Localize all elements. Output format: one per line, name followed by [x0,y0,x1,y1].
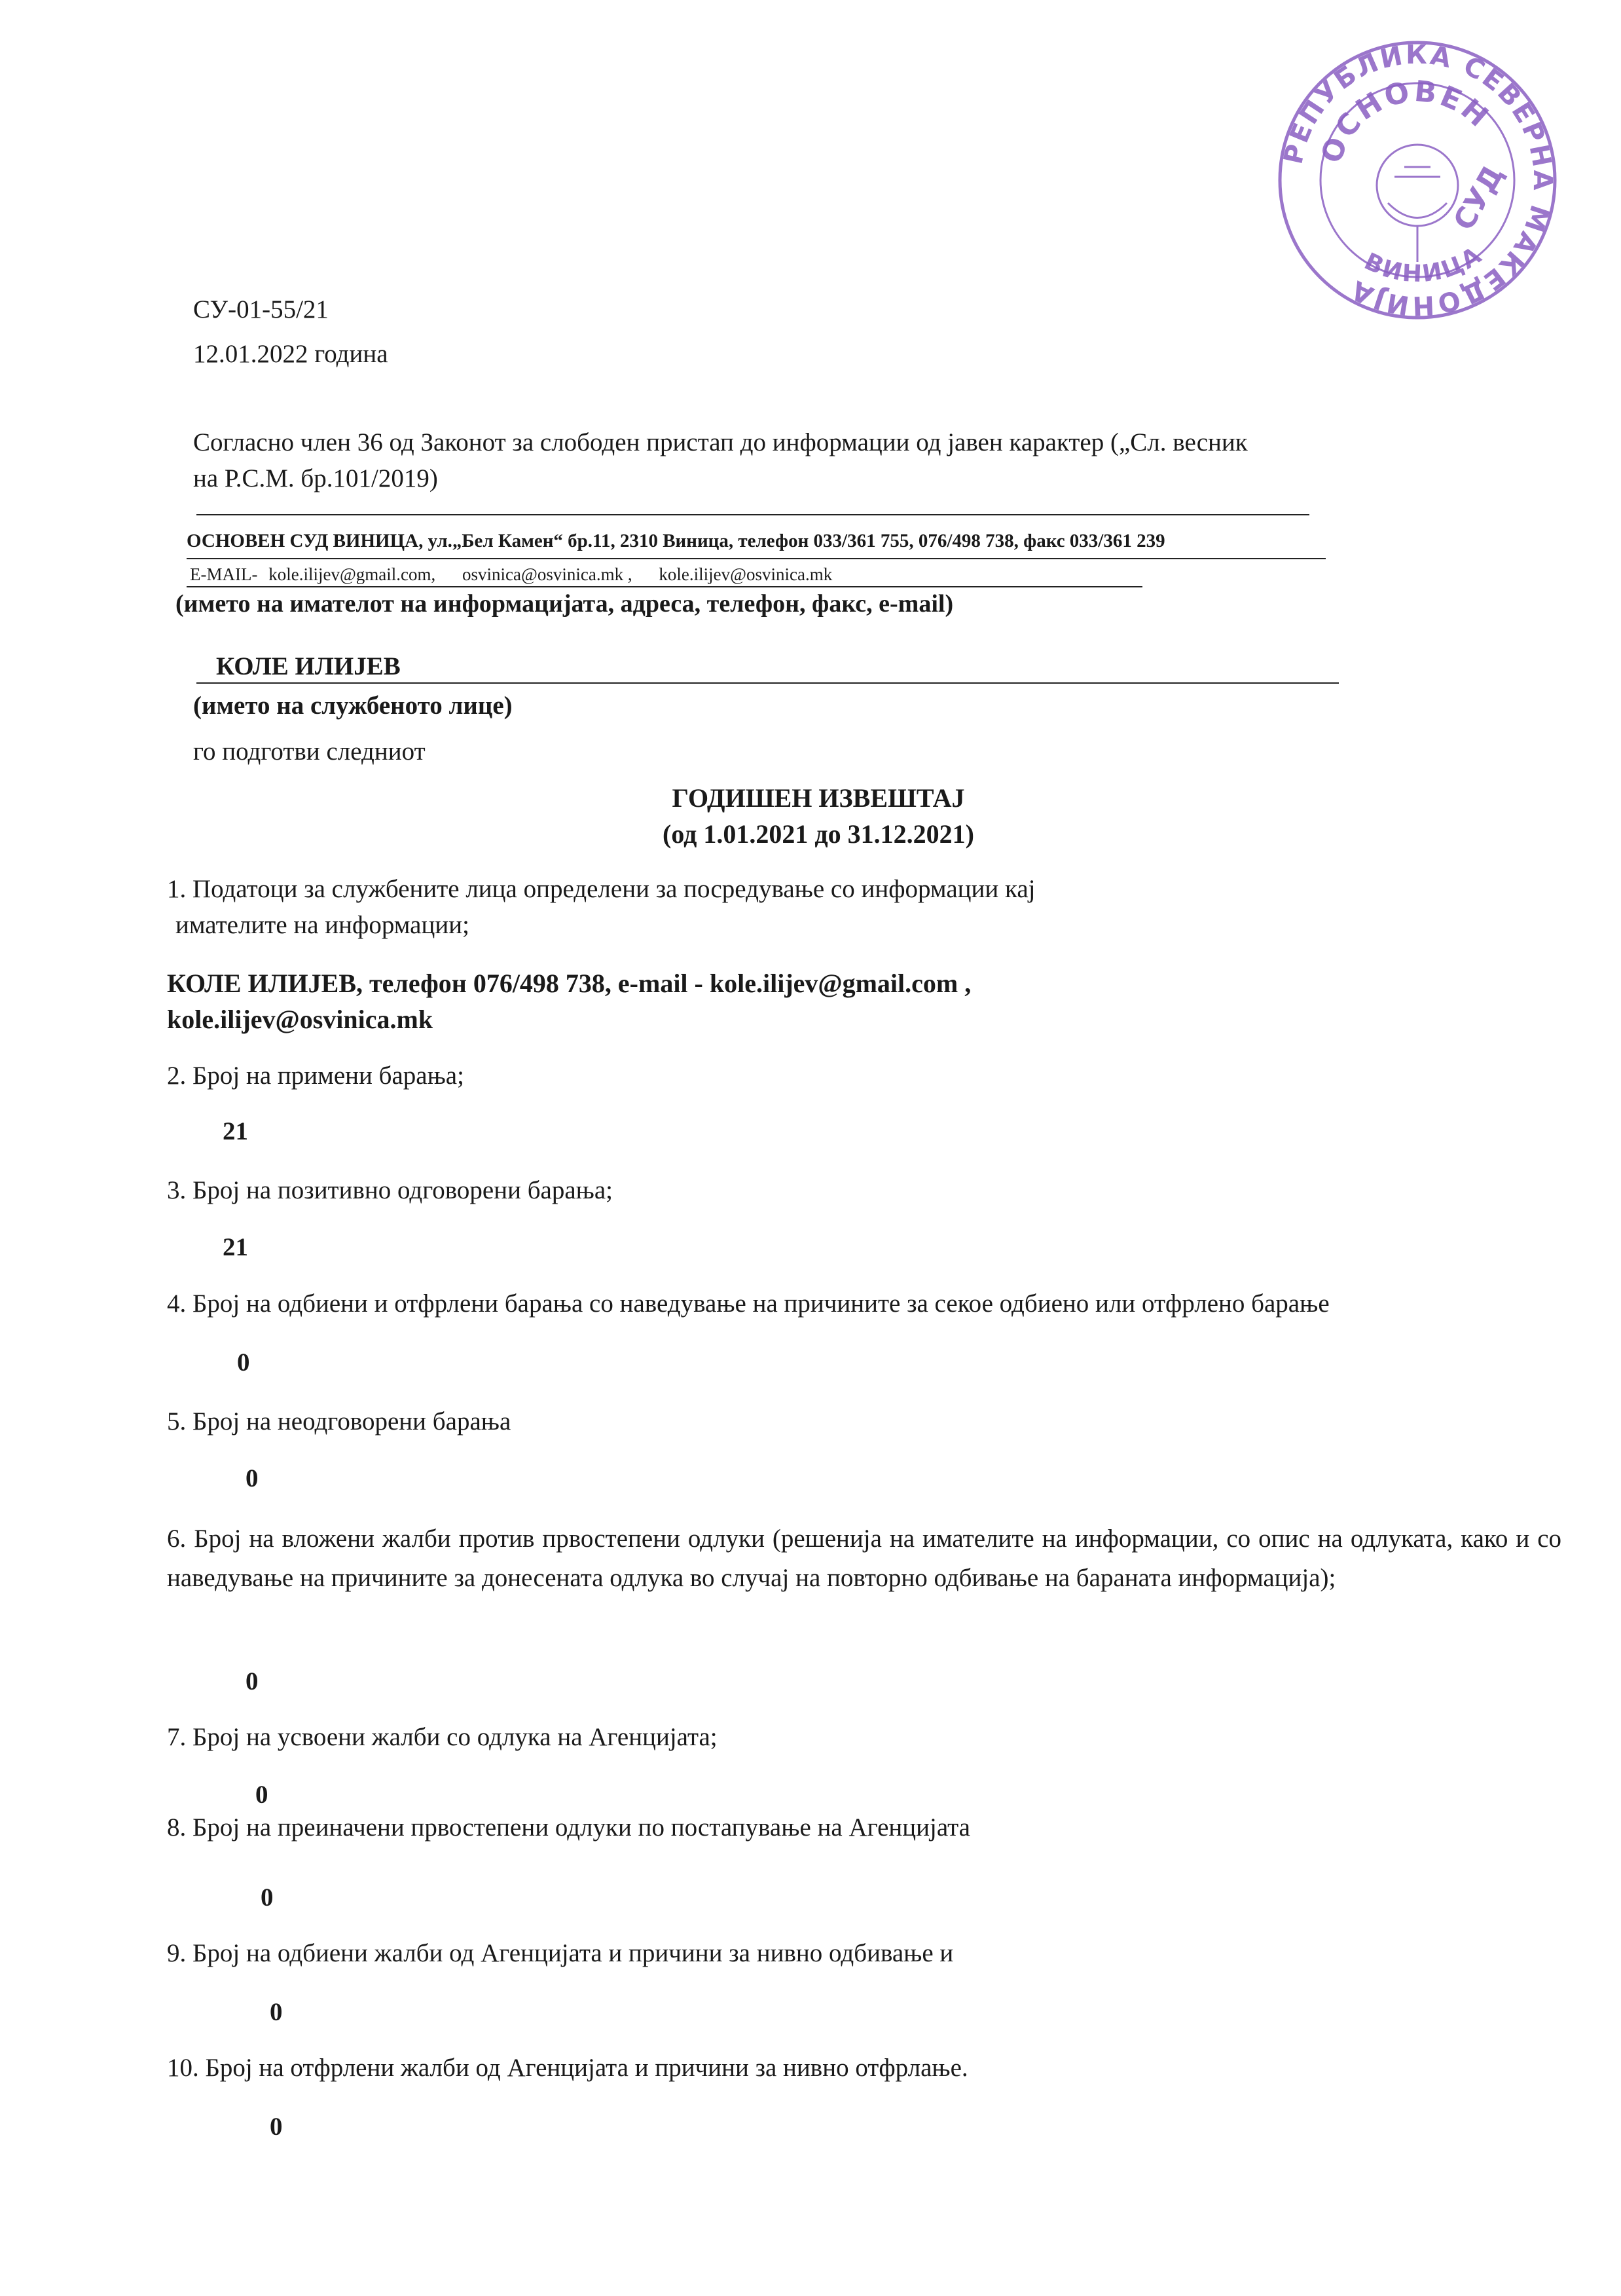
item-1-question-line-1: 1. Податоци за службените лица определени за посредување со информации кај [167,875,1036,903]
intro-line-2: на Р.С.М. бр.101/2019) [193,464,438,492]
item-8-question: 8. Број на преиначени првостепени одлуки по постапување на Агенцијата [167,1813,970,1842]
item-8-answer: 0 [261,1883,274,1912]
stamp-bottom-text: ВИНИЦА [1360,241,1488,288]
holder-caption: (името на имателот на информацијата, адреса, телефон, факс, e-mail) [175,590,954,618]
stamp-outer-text: РЕПУБЛИКА СЕВЕРНА МАКЕДОНИЈА [1278,39,1558,321]
item-2-answer: 21 [223,1117,248,1145]
item-1-answer-line-1: КОЛЕ ИЛИЈЕВ, телефон 076/498 738, e-mail - kole.ilijev@gmail.com , [167,969,972,998]
item-7-answer: 0 [255,1781,268,1809]
item-9-answer: 0 [270,1998,283,2026]
stamp-inner-bottom: СУД [1447,159,1511,236]
item-5-answer: 0 [246,1464,259,1492]
email-3: kole.ilijev@osvinica.mk [659,565,833,584]
document-date: 12.01.2022 година [193,340,388,368]
prepared-text: го подготви следниот [193,737,426,766]
holder-email-line [190,565,832,585]
item-6-answer: 0 [246,1667,259,1695]
item-4-question: 4. Број на одбиени и отфрлени барања со наведување на причините за секое одбиено или отфрлено барање [167,1289,1330,1318]
item-3-answer: 21 [223,1233,248,1261]
item-9-question: 9. Број на одбиени жалби од Агенцијата и причини за нивно одбивање и [167,1939,954,1967]
intro-line-1: Согласно член 36 од Законот за слободен пристап до информации од јавен карактер („Сл. весник [193,428,1248,456]
item-3-question: 3. Број на позитивно одговорени барања; [167,1176,613,1204]
item-1-question-line-2: имателите на информации; [175,911,469,939]
address-divider [187,558,1326,559]
email-label: E-MAIL- [190,565,258,584]
court-seal-stamp [1273,36,1561,324]
holder-address-line: ОСНОВЕН СУД ВИНИЦА, ул.„Бел Камен“ бр.11, 2310 Виница, телефон 033/361 755, 076/498 738, факс 033/361 239 [187,530,1165,551]
item-10-answer: 0 [270,2113,283,2141]
stamp-inner-top: ОСНОВЕН [1314,74,1497,168]
official-caption: (името на службеното лице) [193,692,513,720]
item-5-question: 5. Број на неодговорени барања [167,1407,511,1435]
email-divider [187,586,1142,587]
email-2: osvinica@osvinica.mk , [462,565,632,584]
email-1: kole.ilijev@gmail.com, [268,565,436,584]
item-4-answer: 0 [237,1348,250,1377]
reference-number: СУ-01-55/21 [193,295,329,324]
item-6-question: 6. Број на вложени жалби против првостепени одлуки (решенија на имателите на информации, со опис на одлуката, како и со наведување на причините за донесената одлука во случај на повторно одбивање на бараната информација); [167,1525,1561,1592]
top-divider [196,514,1309,515]
item-1-answer-line-2: kole.ilijev@osvinica.mk [167,1005,433,1034]
item-2-question: 2. Број на примени барања; [167,1062,464,1090]
item-7-question: 7. Број на усвоени жалби со одлука на Агенцијата; [167,1723,718,1751]
official-underline [196,682,1339,684]
item-10-question: 10. Број на отфрлени жалби од Агенцијата и причини за нивно отфрлање. [167,2054,968,2082]
report-period: (од 1.01.2021 до 31.12.2021) [663,819,974,849]
official-name: КОЛЕ ИЛИЈЕВ [216,652,401,680]
report-title: ГОДИШЕН ИЗВЕШТАЈ [672,783,965,813]
